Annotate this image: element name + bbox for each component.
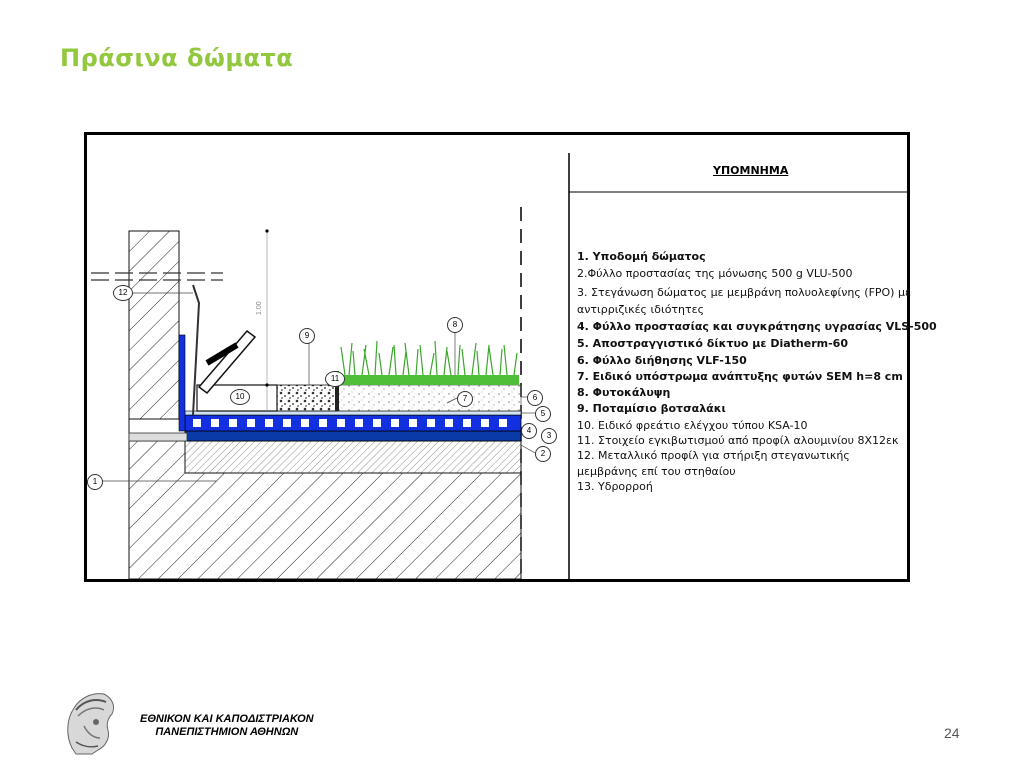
dimension-label: 1.00 [256, 301, 263, 315]
legend-item: 2.Φύλλο προστασίας της μόνωσης 500 g VLU-500 [577, 267, 853, 280]
legend-item: 13. Υδρορροή [577, 480, 653, 493]
membrane-upstand [179, 335, 185, 431]
callout-11: 11 [325, 371, 345, 387]
callout-2: 2 [535, 446, 551, 462]
callout-7: 7 [457, 391, 473, 407]
slide-title: Πράσινα δώματα [60, 44, 294, 72]
university-line2: ΠΑΝΕΠΙΣΤΗΜΙΟΝ ΑΘΗΝΩΝ [155, 726, 299, 738]
legend-item: 9. Ποταμίσιο βοτσαλάκι [577, 402, 726, 415]
callout-3: 3 [541, 428, 557, 444]
callout-6: 6 [527, 390, 543, 406]
vegetation-plants [341, 341, 517, 375]
filter-sheet [185, 411, 521, 415]
legend-item: 10. Ειδικό φρεάτιο ελέγχου τύπου KSA-10 [577, 419, 808, 432]
river-pebbles [277, 385, 337, 411]
legend-item: αντιρριζικές ιδιότητες [577, 303, 705, 316]
growing-substrate [337, 385, 521, 411]
callout-8: 8 [447, 317, 463, 333]
callout-4: 4 [521, 423, 537, 439]
callout-12: 12 [113, 285, 133, 301]
callout-5: 5 [535, 406, 551, 422]
section-drawing [87, 135, 907, 579]
waterproof-membrane [185, 431, 521, 441]
screed-layer [185, 441, 521, 473]
legend-item: 11. Στοιχείο εγκιβωτισμού από προφίλ αλουμινίου 8Χ12εκ [577, 434, 899, 447]
parapet-wall [129, 231, 179, 419]
legend-item: μεμβράνης επί του στηθαίου [577, 465, 736, 478]
legend-item: 1. Υποδομή δώματος [577, 250, 706, 263]
legend-item: 3. Στεγάνωση δώματος με μεμβράνη πολυολεφίνης (FPO) με [577, 286, 911, 299]
university-line1: ΕΘΝΙΚΟΝ ΚΑΙ ΚΑΠΟΔΙΣΤΡΙΑΚΟΝ [140, 713, 314, 725]
legend-item: 6. Φύλλο διήθησης VLF-150 [577, 354, 747, 367]
legend-item: 8. Φυτοκάλυψη [577, 386, 671, 399]
legend-item: 4. Φύλλο προστασίας και συγκράτησης υγρασίας VLS-500 [577, 320, 937, 333]
roof-section-diagram [84, 132, 937, 582]
legend-item: 5. Αποστραγγιστικό δίκτυο με Diatherm-60 [577, 337, 848, 350]
rainwater-outlet [129, 433, 187, 441]
callout-1: 1 [87, 474, 103, 490]
vegetation-base [339, 375, 519, 385]
university-logo [62, 686, 118, 756]
legend-title: ΥΠΟΜΝΗΜΑ [713, 164, 789, 177]
university-name [140, 713, 314, 739]
legend-item: 7. Ειδικό υπόστρωμα ανάπτυξης φυτών SEM h=8 cm [577, 370, 903, 383]
page-number: 24 [944, 725, 960, 741]
callout-9: 9 [299, 328, 315, 344]
legend-item: 12. Μεταλλικό προφίλ για στήριξη στεγανωτικής [577, 449, 850, 462]
callout-10: 10 [230, 389, 250, 405]
